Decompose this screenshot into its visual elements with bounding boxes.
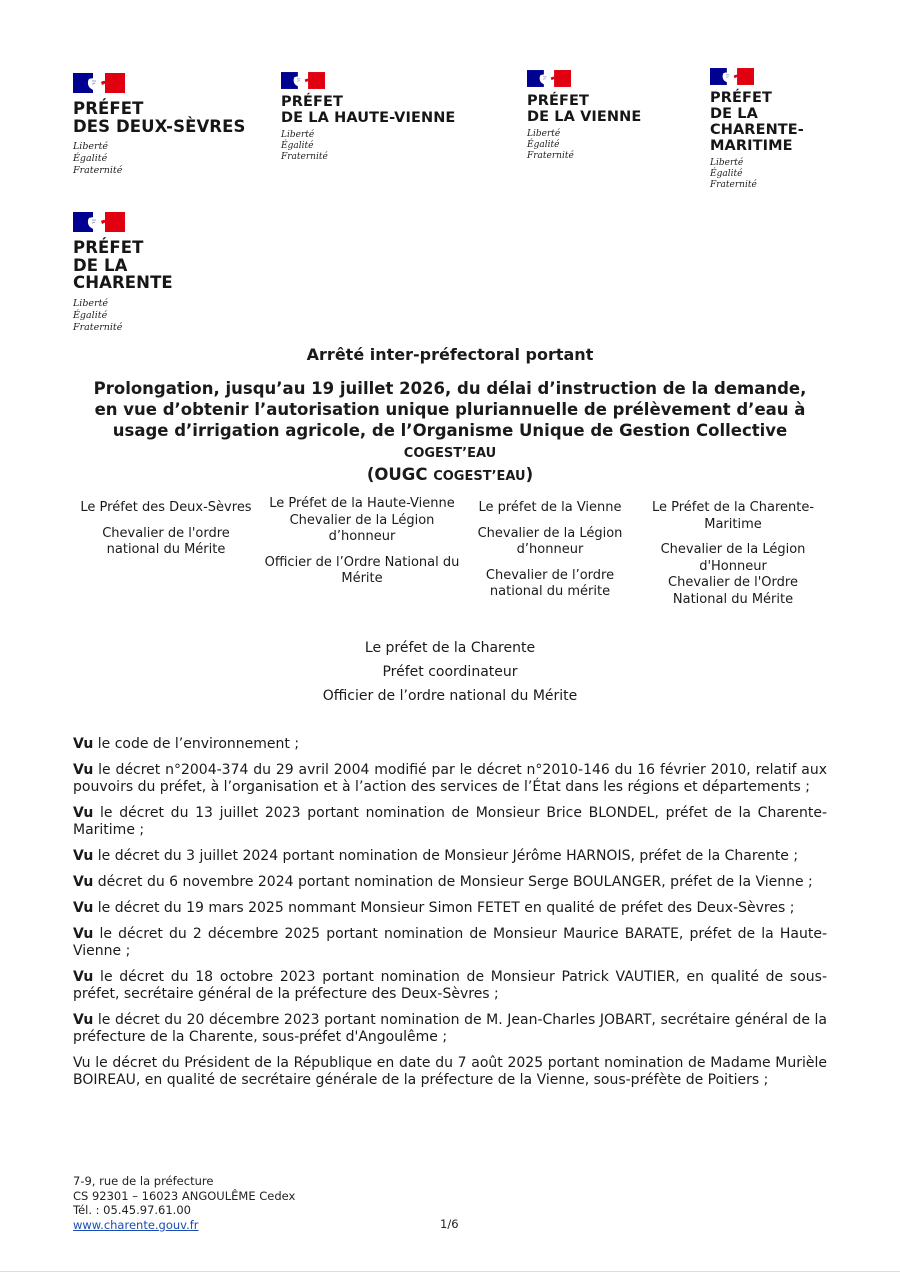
vu-item: Vu le code de l’environnement ; (73, 736, 300, 752)
marianne-flag-icon (73, 212, 125, 232)
republic-motto: Liberté Égalité Fraternité (73, 297, 123, 333)
logo-title: PRÉFET DE LA CHARENTE- MARITIME (710, 90, 804, 154)
vu-item: Vu décret du 6 novembre 2024 portant nomination de Monsieur Serge BOULANGER, préfet de la Vienne ; (73, 874, 813, 890)
decree-title: Prolongation, jusqu’au 19 juillet 2026, du délai d’instruction de la demande, en vue d’obtenir l’autorisation unique pluriannuelle de prélèvement d’eau à usage d’irrigation agricole, de l’Organisme Unique de Gestion Collective COGEST’EAU (OUGC COGEST’EAU) (93, 379, 807, 484)
marianne-flag-icon (73, 73, 125, 93)
vu-item: Vu le décret du 19 mars 2025 nommant Monsieur Simon FETET en qualité de préfet des Deux-Sèvres ; (73, 900, 795, 916)
prefect-coordinator: Le préfet de la Charente Préfet coordinateur Officier de l’ordre national du Mérite (322, 640, 578, 704)
prefect-haute-vienne: Le Préfet de la Haute-Vienne Chevalier de la Légion d’honneur Officier de l’Ordre National du Mérite (264, 496, 460, 586)
prefect-charente-maritime: Le Préfet de la Charente-Maritime Chevalier de la Légion d'Honneur Chevalier de l'Ordre National du Mérite (651, 500, 815, 607)
vu-item: Vu le décret du 2 décembre 2025 portant nomination de Monsieur Maurice BARATE, préfet de la Haute-Vienne ; (73, 926, 827, 959)
marianne-flag-icon (710, 68, 754, 85)
republic-motto: Liberté Égalité Fraternité (710, 158, 757, 190)
logo-deux-sevres (73, 73, 245, 177)
page-bottom-divider (0, 1271, 900, 1272)
logo-title: PRÉFET DE LA CHARENTE (73, 238, 173, 292)
prefect-deux-sevres: Le Préfet des Deux-Sèvres Chevalier de l'ordre national du Mérite (80, 500, 252, 557)
republic-motto: Liberté Égalité Fraternité (281, 130, 328, 162)
logo-charente (73, 212, 173, 334)
vu-item: Vu le décret du 3 juillet 2024 portant nomination de Monsieur Jérôme HARNOIS, préfet de la Charente ; (73, 848, 799, 864)
vu-item: Vu le décret du 20 décembre 2023 portant nomination de M. Jean-Charles JOBART, secrétaire général de la préfecture de la Charente, sous-préfet d'Angoulême ; (73, 1012, 827, 1045)
marianne-flag-icon (527, 70, 571, 87)
website-link[interactable]: www.charente.gouv.fr (73, 1217, 199, 1232)
logo-haute-vienne (281, 72, 455, 163)
logo-charente-maritime (710, 68, 804, 191)
footer-address: 7-9, rue de la préfecture CS 92301 – 16023 ANGOULÊME Cedex Tél. : 05.45.97.61.00 www.charente.gouv.fr (73, 1174, 296, 1232)
vu-item: Vu le décret n°2004-374 du 29 avril 2004 modifié par le décret n°2010-146 du 16 février 2010, relatif aux pouvoirs du préfet, à l’organisation et à l’action des services de l’État dans les régions et départements ; (73, 762, 827, 795)
republic-motto: Liberté Égalité Fraternité (527, 129, 574, 161)
vu-item: Vu le décret du 13 juillet 2023 portant nomination de Monsieur Brice BLONDEL, préfet de la Charente-Maritime ; (73, 805, 827, 838)
vu-item: Vu le décret du 18 octobre 2023 portant nomination de Monsieur Patrick VAUTIER, en qualité de sous-préfet, secrétaire général de la préfecture des Deux-Sèvres ; (73, 969, 827, 1002)
marianne-flag-icon (281, 72, 325, 89)
vu-list (73, 736, 827, 1098)
logo-title: PRÉFET DES DEUX-SÈVRES (73, 99, 246, 136)
logo-title: PRÉFET DE LA VIENNE (527, 93, 642, 125)
vu-item: Vu le décret du Président de la République en date du 7 août 2025 portant nomination de Madame Murièle BOIREAU, en qualité de secrétaire générale de la préfecture de la Vienne, sous-préfète de Poitiers ; (73, 1055, 827, 1088)
page-number: 1/6 (440, 1217, 459, 1231)
logo-vienne (527, 70, 641, 162)
decree-heading: Arrêté inter-préfectoral portant (306, 345, 594, 364)
prefect-vienne: Le préfet de la Vienne Chevalier de la Légion d’honneur Chevalier de l’ordre national du mérite (477, 500, 623, 599)
republic-motto: Liberté Égalité Fraternité (73, 141, 123, 176)
logo-title: PRÉFET DE LA HAUTE-VIENNE (281, 94, 456, 126)
